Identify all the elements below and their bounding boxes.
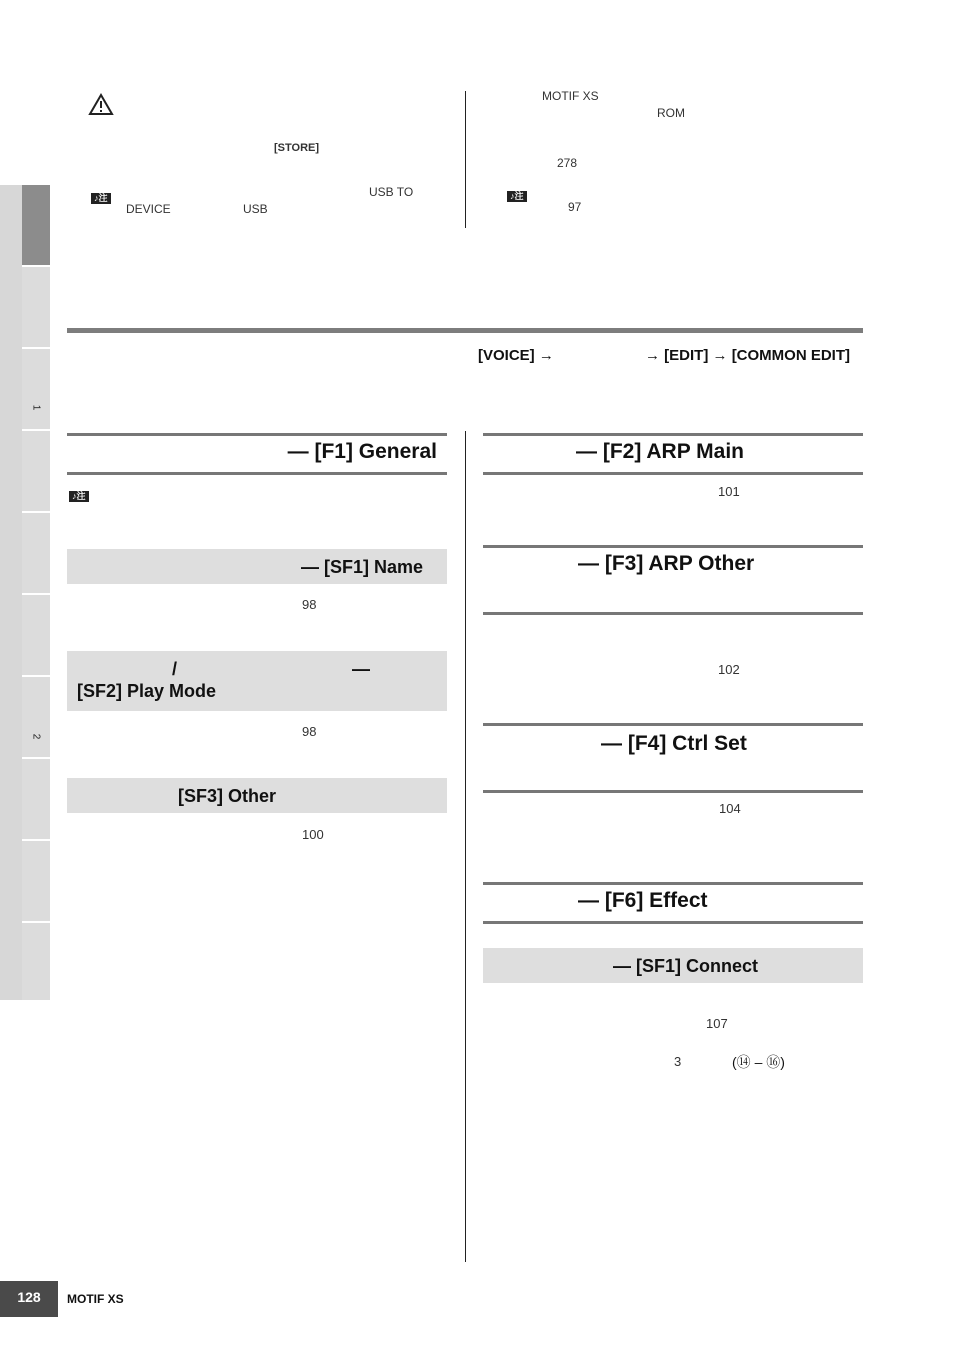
breadcrumb-edit: [EDIT] [664, 347, 709, 364]
page-ref: 278 [557, 156, 578, 170]
page-number: 128 [17, 1289, 41, 1305]
number-text: 3 [674, 1054, 682, 1069]
note-icon: ♪注 [91, 188, 111, 206]
side-tab[interactable] [22, 267, 50, 349]
device-text: DEVICE [126, 202, 171, 216]
subsection-sf2-play-mode [67, 651, 447, 711]
usb-to-text: USB TO [369, 185, 414, 199]
note-icon: ♪注 [507, 186, 527, 204]
subsection-title: [SF2] Play Mode [77, 681, 217, 701]
breadcrumb [645, 347, 850, 364]
subsection-sf1-name [67, 549, 447, 584]
page-ref: 97 [568, 200, 582, 214]
section-f4-ctrl-set [483, 723, 863, 793]
section-title: — [F4] Ctrl Set [601, 732, 747, 755]
heading-bar [67, 328, 863, 333]
page-number-box [0, 1281, 58, 1317]
side-tab[interactable] [22, 923, 50, 1002]
subsection-dash: — [352, 659, 370, 679]
section-title: — [F2] ARP Main [576, 440, 745, 463]
page-ref: 100 [302, 827, 324, 842]
breadcrumb-arrow: → [645, 347, 660, 364]
page-ref: 101 [718, 484, 740, 499]
side-tab-active[interactable] [22, 185, 50, 267]
motif-xs-text: MOTIF XS [542, 89, 599, 103]
warning-icon [88, 93, 114, 121]
subsection-title: — [SF1] Connect [613, 956, 759, 976]
footer-product: MOTIF XS [67, 1292, 124, 1306]
subsection-title: [SF3] Other [178, 786, 277, 806]
note-icon: ♪注 [69, 486, 89, 504]
store-button-label: [STORE] [274, 142, 320, 154]
side-tab[interactable] [22, 759, 50, 841]
side-tab[interactable] [22, 841, 50, 923]
page-ref: 98 [302, 597, 317, 612]
section-title: — [F1] General [287, 440, 437, 463]
column-divider-top [465, 91, 466, 228]
side-tab[interactable] [22, 595, 50, 677]
section-f1-general [67, 433, 447, 475]
element-range: (⑭ – ⑯) [732, 1054, 785, 1070]
subsection-slash: / [172, 659, 178, 679]
side-tab[interactable] [22, 513, 50, 595]
section-f6-effect [483, 882, 863, 924]
page-ref: 102 [718, 662, 740, 677]
page-ref: 107 [706, 1016, 728, 1031]
column-divider-main [465, 431, 466, 1262]
section-title: — [F3] ARP Other [578, 552, 755, 575]
usb-text: USB [243, 202, 268, 216]
breadcrumb-arrow: → [712, 347, 728, 364]
section-f3-arp-other [483, 545, 863, 615]
circled-number: ⑭ [736, 1054, 751, 1070]
circled-number: ⑯ [766, 1054, 781, 1070]
section-f2-arp-main [483, 433, 863, 475]
side-tab-number: 1 [30, 404, 42, 411]
breadcrumb-voice: [VOICE] → [478, 347, 554, 364]
subsection-title: — [SF1] Name [300, 557, 423, 577]
subsection-sf1-connect [483, 948, 863, 983]
rom-text: ROM [657, 106, 685, 120]
subsection-sf3-other [67, 778, 447, 813]
section-title: — [F6] Effect [578, 889, 708, 912]
side-tab-number: 2 [30, 733, 42, 740]
page-ref: 98 [302, 724, 317, 739]
breadcrumb-common-edit: [COMMON EDIT] [731, 347, 851, 364]
side-tab[interactable] [22, 431, 50, 513]
page-ref: 104 [719, 801, 741, 816]
